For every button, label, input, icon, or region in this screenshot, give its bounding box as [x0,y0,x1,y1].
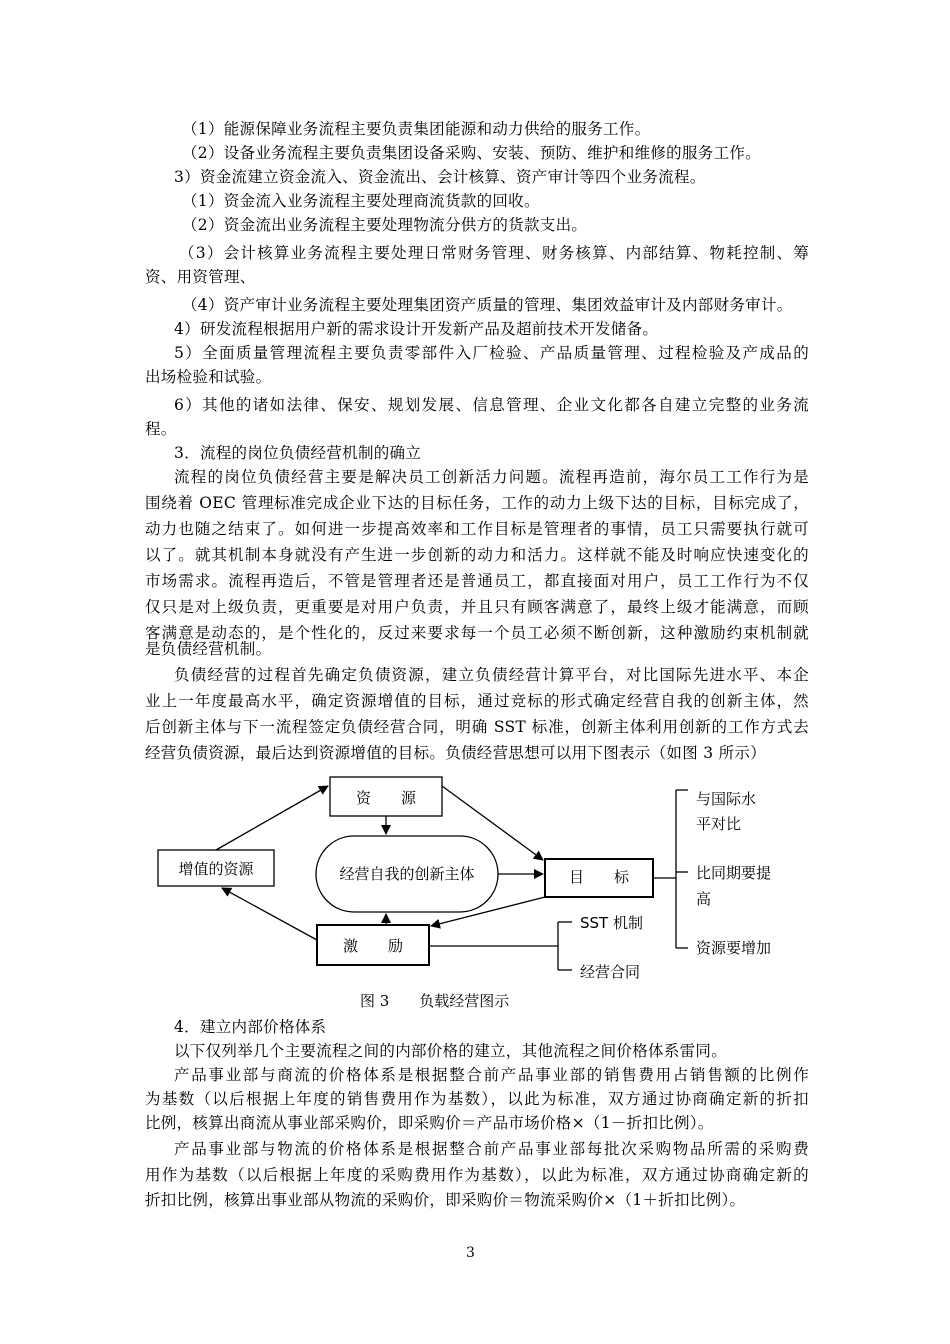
text-line: （1）资金流入业务流程主要处理商流货款的回收。 [182,192,540,210]
target-label: 目 标 [568,868,630,886]
section-heading: 3．流程的岗位负债经营机制的确立 [174,444,422,462]
incentive-label: 激 励 [342,937,404,955]
text-line: （2）设备业务流程主要负责集团设备采购、安装、预防、维护和维修的服务工作。 [182,144,761,162]
resource-label: 资 源 [355,789,417,807]
text-line: 4）研发流程根据用户新的需求设计开发新产品及超前技术开发储备。 [174,320,659,338]
text-line: （4）资产审计业务流程主要处理集团资产质量的管理、集团效益审计及内部财务审计。 [182,296,793,314]
text-line: 产品事业部与商流的价格体系是根据整合前产品事业部的销售费用占销售额的比例作 [174,1066,809,1084]
text-line: 是负债经营机制。 [145,640,272,658]
text-line: 折扣比例，核算出事业部从物流的采购价，即采购价＝物流采购价×（1＋折扣比例）。 [145,1191,746,1209]
text-line: 业上一年度最高水平，确定资源增值的目标，通过竞标的形式确定经营自我的创新主体，然 [145,692,809,710]
increase-label: 资源要增加 [696,939,772,957]
text-line: （2）资金流出业务流程主要处理物流分供方的货款支出。 [182,216,588,234]
subject-label: 经营自我的创新主体 [339,865,475,883]
arrow-incentive-to-value [222,888,317,940]
text-line: 流程的岗位负债经营主要是解决员工创新活力问题。流程再造前，海尔员工工作行为是 [174,468,809,486]
text-line: 为基数（以后根据上年度的销售费用作为基数），以此为标准，双方通过协商确定新的折扣 [145,1090,809,1108]
text-line: 后创新主体与下一流程签定负债经营合同，明确 SST 标准，创新主体利用创新的工作方式去 [145,718,809,736]
text-line: 用作为基数（以后根据上年度的采购费用作为基数），以此为标准，双方通过协商确定新的 [145,1166,809,1184]
text-line: 客满意是动态的，是个性化的，反过来要求每一个员工必须不断创新，这种激励约束机制就 [145,624,809,642]
text-line: 以下仅列举几个主要流程之间的内部价格的建立，其他流程之间价格体系雷同。 [174,1042,728,1060]
text-line: 程。 [145,420,177,438]
text-line: 仅只是对上级负责，更重要是对用户负责，并且只有顾客满意了，最终上级才能满意，而顾 [145,598,809,616]
text-line: 负债经营的过程首先确定负债资源，建立负债经营计算平台，对比国际先进水平、本企 [174,666,809,684]
text-line: 产品事业部与物流的价格体系是根据整合前产品事业部每批次采购物品所需的采购费 [174,1140,809,1158]
growth-label-2: 高 [696,890,712,908]
compare-label-1: 与国际水 [696,790,757,808]
text-line: 资、用资管理、 [145,268,256,286]
growth-label-1: 比同期要提 [696,864,772,882]
value-added-label: 增值的资源 [178,860,254,878]
contract-label: 经营合同 [580,963,641,981]
page-number: 3 [466,1245,475,1261]
text-line: 3）资金流建立资金流入、资金流出、会计核算、资产审计等四个业务流程。 [174,168,706,186]
text-line: 动力也随之结束了。如何进一步提高效率和工作目标是管理者的事情，员工只需要执行就可 [145,520,809,538]
figure-caption: 图 3 负载经营图示 [360,992,510,1010]
arrow-value-to-resource [216,786,328,850]
section-heading: 4．建立内部价格体系 [174,1018,327,1036]
compare-label-2: 平对比 [696,815,742,833]
text-line: 比例，核算出商流从事业部采购价，即采购价＝产品市场价格×（1－折扣比例）。 [145,1114,714,1132]
sst-label: SST 机制 [580,914,643,932]
text-line: 市场需求。流程再造后，不管是管理者还是普通员工，都直接面对用户，员工工作行为不仅 [145,572,809,590]
text-line: 以了。就其机制本身就没有产生进一步创新的动力和活力。这样就不能及时响应快速变化的 [145,546,809,564]
text-line: 出场检验和试验。 [145,368,272,386]
text-line: 经营负债资源，最后达到资源增值的目标。负债经营思想可以用下图表示（如图 3 所示） [145,744,767,762]
text-line: 5）全面质量管理流程主要负责零部件入厂检验、产品质量管理、过程检验及产成品的 [174,344,809,362]
text-line: （1）能源保障业务流程主要负责集团能源和动力供给的服务工作。 [182,120,651,138]
text-line: （3）会计核算业务流程主要处理日常财务管理、财务核算、内部结算、物耗控制、筹 [179,244,809,262]
text-line: 6）其他的诸如法律、保安、规划发展、信息管理、企业文化都各自建立完整的业务流 [174,396,809,414]
text-line: 围绕着 OEC 管理标准完成企业下达的目标任务，工作的动力上级下达的目标，目标完成了， [145,494,809,512]
